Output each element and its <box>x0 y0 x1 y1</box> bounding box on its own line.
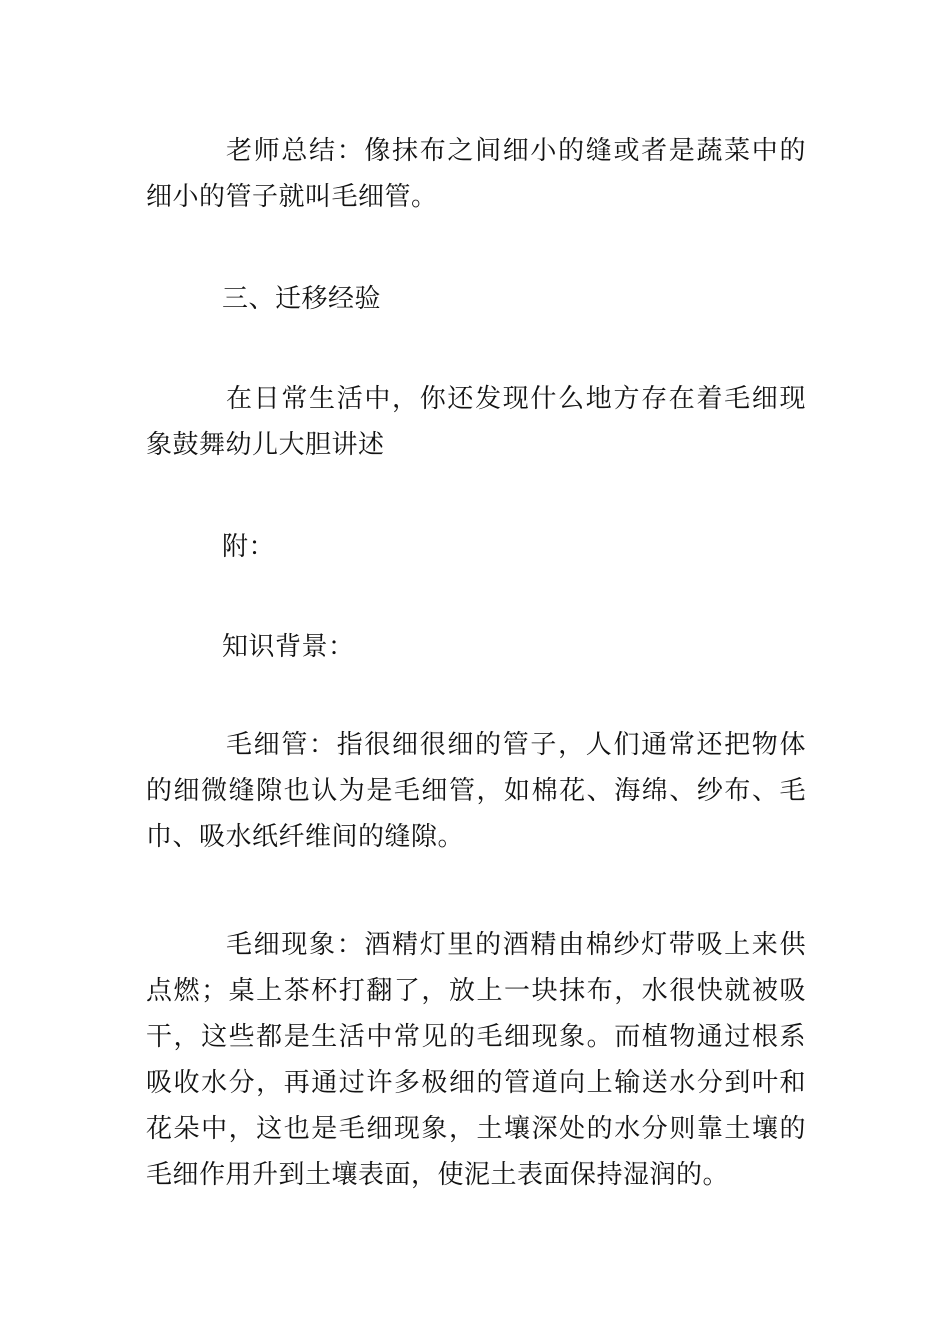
paragraph-capillary-phenomenon: 毛细现象：酒精灯里的酒精由棉纱灯带吸上来供点燃；桌上茶杯打翻了，放上一块抹布，水很快就被吸干，这些都是生活中常见的毛细现象。而植物通过根系吸收水分，再通过许多极细的管道向上输送水分到叶和花朵中，这也是毛细现象，土壤深处的水分则靠土壤的毛细作用升到土壤表面，使泥土表面保持湿润的。 <box>146 930 806 1190</box>
paragraph-daily-life-question: 在日常生活中，你还发现什么地方存在着毛细现象鼓舞幼儿大胆讲述 <box>146 384 806 460</box>
heading-knowledge-background: 知识背景： <box>222 632 355 662</box>
paragraph-capillary-definition: 毛细管：指很细很细的管子，人们通常还把物体的细微缝隙也认为是毛细管，如棉花、海绵、纱布、毛巾、吸水纸纤维间的缝隙。 <box>146 730 806 852</box>
heading-transfer-experience: 三、迁移经验 <box>222 284 382 314</box>
heading-appendix: 附： <box>222 532 276 562</box>
paragraph-teacher-summary: 老师总结：像抹布之间细小的缝或者是蔬菜中的细小的管子就叫毛细管。 <box>146 136 806 212</box>
